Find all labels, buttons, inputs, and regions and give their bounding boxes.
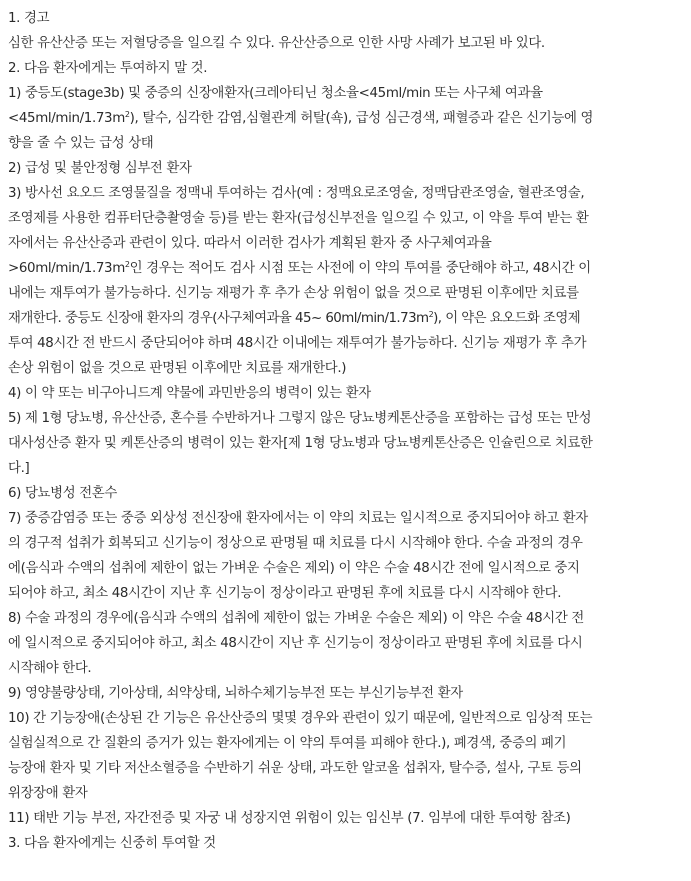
list-item-line: 되어야 하고, 최소 48시간이 지난 후 신기능이 정상이라고 판명된 후에 치료를 다시 시작해야 한다. <box>8 586 562 601</box>
list-item-line: $>60ml/\min/1.73m^2$인 경우는 적어도 검사 시점 또는 사전에 이 약의 투여를 중단해야 하고, 48시간 이 <box>8 260 591 276</box>
list-item-line: 실험실적으로 간 질환의 증거가 있는 환자에게는 이 약의 투여를 피해야 한다.), 폐경색, 중증의 폐기 <box>8 736 567 751</box>
list-item-line: 의 경구적 섭취가 회복되고 신기능이 정상으로 판명될 때 치료를 다시 시작해야 한다. 수술 과정의 경우 <box>8 536 583 551</box>
list-item-line: 7) 중증감염증 또는 중증 외상성 전신장애 환자에서는 이 약의 치료는 일시적으로 중지되어야 하고 환자 <box>8 511 588 526</box>
list-item-line: 9) 영양불량상태, 기아상태, 쇠약상태, 뇌하수체기능부전 또는 부신기능부전 환자 <box>8 686 463 701</box>
list-item-line: 자에서는 유산산증과 관련이 있다. 따라서 이러한 검사가 계획된 환자 중 사구체여과율 <box>8 236 492 251</box>
superscript: 2 <box>124 110 130 119</box>
list-item-line: 능장애 환자 및 기타 저산소혈증을 수반하기 쉬운 상태, 과도한 알코올 섭취자, 탈수증, 설사, 구토 등의 <box>8 761 582 776</box>
list-item-line: 4) 이 약 또는 비구아니드계 약물에 과민반응의 병력이 있는 환자 <box>8 386 371 401</box>
list-item-line: 3) 방사선 요오드 조영물질을 정맥내 투여하는 검사(예 : 정맥요로조영술, 정맥담관조영술, 혈관조영술, <box>8 186 585 201</box>
list-item-line: 손상 위험이 없을 것으로 판명된 이후에만 치료를 재개한다.) <box>8 361 347 376</box>
section-heading-caution: 3. 다음 환자에게는 신중히 투여할 것 <box>8 836 216 851</box>
section-heading-warning: 1. 경고 <box>8 11 50 26</box>
list-item-line: 에(음식과 수액의 섭취에 제한이 없는 가벼운 수술은 제외) 이 약은 수술 48시간 전에 일시적으로 중지 <box>8 561 580 576</box>
list-item-line: 5) 제 1형 당뇨병, 유산산증, 혼수를 수반하거나 그렇지 않은 당뇨병케톤산증을 포함하는 급성 또는 만성 <box>8 411 592 426</box>
list-item-line: 11) 태반 기능 부전, 자간전증 및 자궁 내 성장지연 위험이 있는 임신부 (7. 임부에 대한 투여항 참조) <box>8 811 571 826</box>
list-item-line: 다.] <box>8 461 30 476</box>
list-item-line: 10) 간 기능장애(손상된 간 기능은 유산산증의 몇몇 경우와 관련이 있기 때문에, 일반적으로 임상적 또는 <box>8 711 593 726</box>
list-item-line: 1) 중등도(stage3b) 및 중증의 신장애환자(크레아티닌 청소율<45ml/min 또는 사구체 여과율 <box>8 86 543 101</box>
list-item-line: 8) 수술 과정의 경우에(음식과 수액의 섭취에 제한이 없는 가벼운 수술은 제외) 이 약은 수술 48시간 전 <box>8 611 584 626</box>
list-item-line: 대사성산증 환자 및 케톤산증의 병력이 있는 환자[제 1형 당뇨병과 당뇨병케톤산증은 인슐린으로 치료한 <box>8 436 593 451</box>
list-item-line: 재개한다. 중등도 신장애 환자의 경우(사구체여과율 45~ $60ml/\min/1.73m^2$), 이 약은 요오드화 조영제 <box>8 310 581 326</box>
list-item-line: 향을 줄 수 있는 급성 상태 <box>8 136 154 151</box>
list-item-line: 위장장애 환자 <box>8 786 88 801</box>
superscript: 2 <box>428 310 434 319</box>
paragraph-line: 심한 유산산증 또는 저혈당증을 일으킬 수 있다. 유산산증으로 인한 사망 사례가 보고된 바 있다. <box>8 36 545 51</box>
list-item-line: 시작해야 한다. <box>8 661 92 676</box>
section-heading-contraindications: 2. 다음 환자에게는 투여하지 말 것. <box>8 61 208 76</box>
list-item-line: 6) 당뇨병성 전혼수 <box>8 486 117 501</box>
list-item-line: 투여 48시간 전 반드시 중단되어야 하며 48시간 이내에는 재투여가 불가능하다. 신기능 재평가 후 추가 <box>8 336 587 351</box>
list-item-line: 에 일시적으로 중지되어야 하고, 최소 48시간이 지난 후 신기능이 정상이라고 판명된 후에 치료를 다시 <box>8 636 583 651</box>
list-item-line: $<45ml/\min/1.73m^2$), 탈수, 심각한 감염,심혈관계 허탈(쇽), 급성 심근경색, 패혈증과 같은 신기능에 영 <box>8 110 594 126</box>
list-item-line: 조영제를 사용한 컴퓨터단층촬영술 등)를 받는 환자(급성신부전을 일으킬 수 있고, 이 약을 투여 받는 환 <box>8 211 589 226</box>
list-item-line: 2) 급성 및 불안정형 심부전 환자 <box>8 161 192 176</box>
list-item-line: 내에는 재투여가 불가능하다. 신기능 재평가 후 추가 손상 위험이 없을 것으로 판명된 이후에만 치료를 <box>8 286 579 301</box>
superscript: 2 <box>124 260 130 269</box>
